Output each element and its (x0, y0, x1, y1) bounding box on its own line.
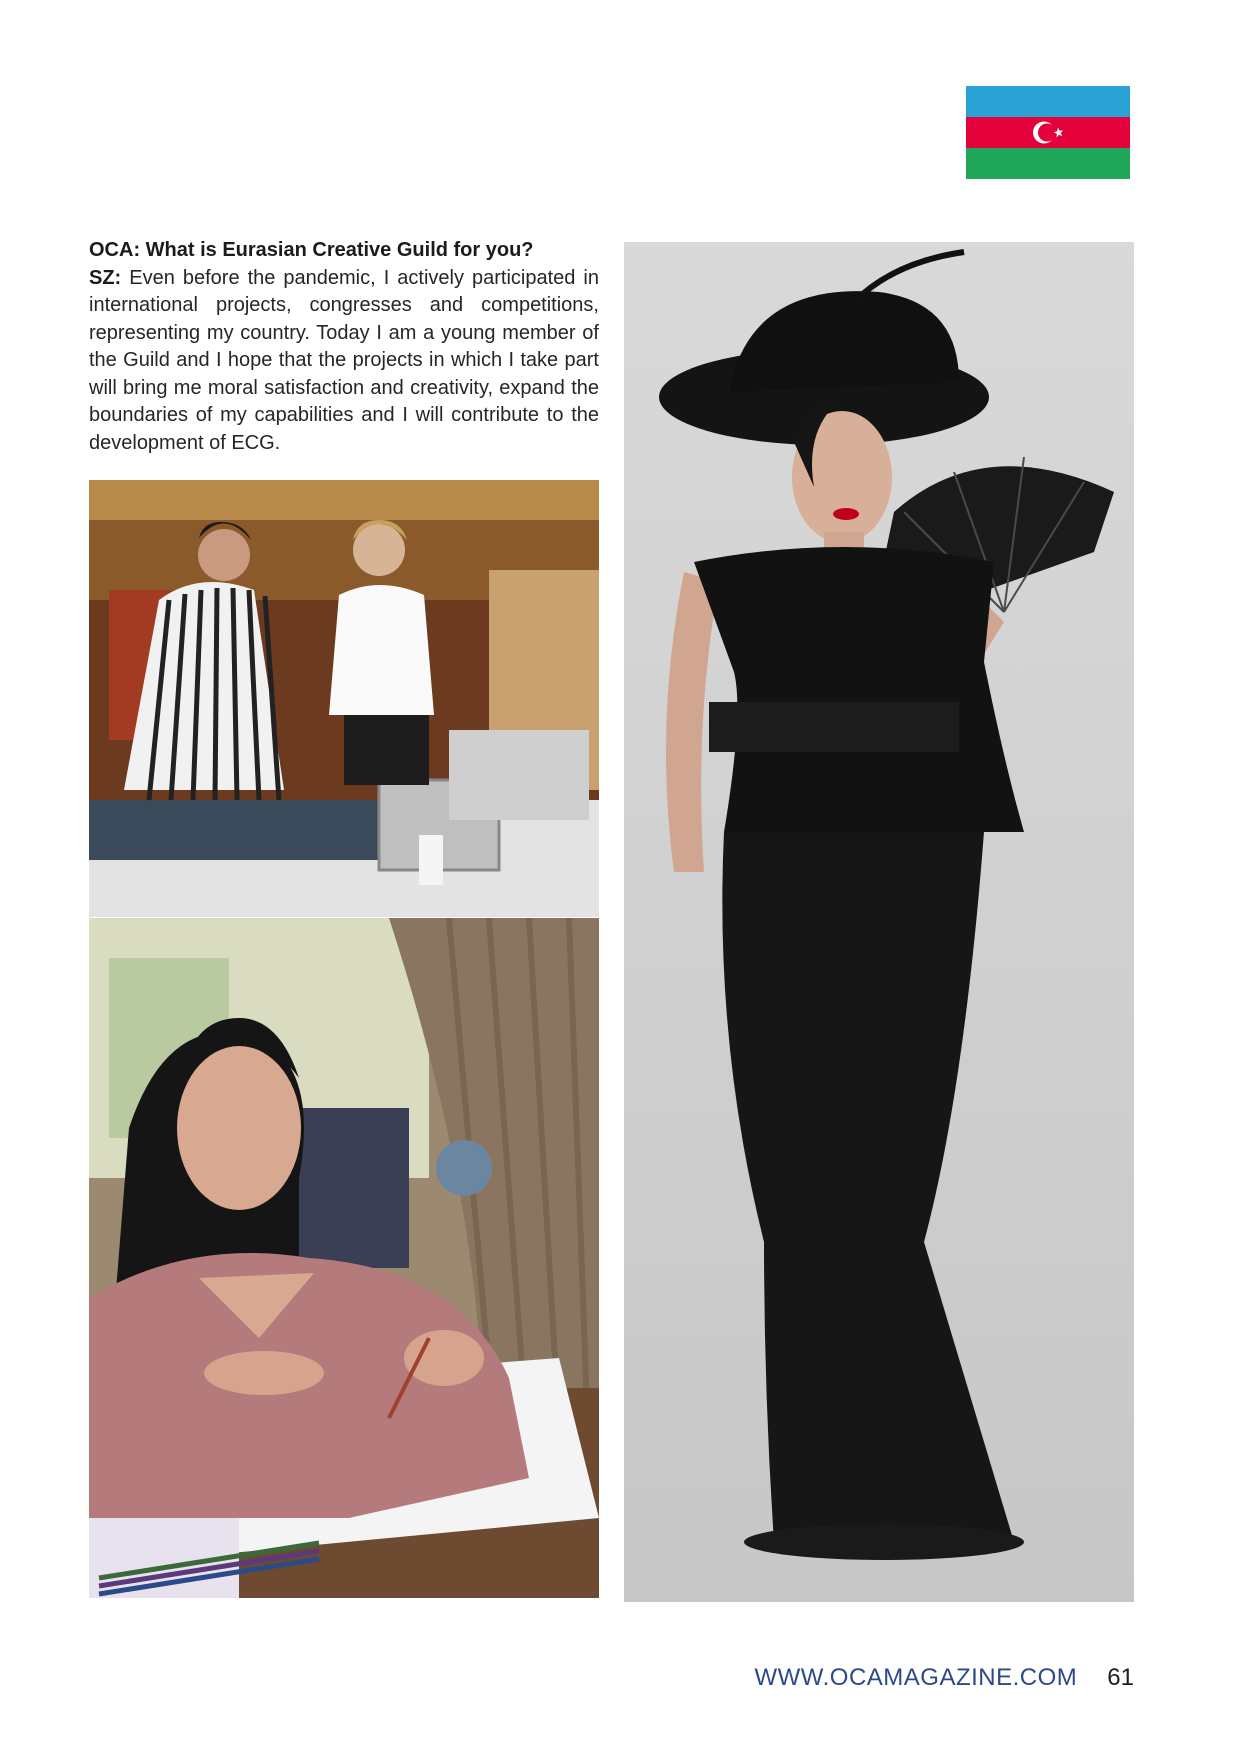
flag-blue-band (966, 86, 1130, 117)
crescent-star-icon (966, 117, 1130, 148)
speaker-label: SZ: (89, 266, 122, 289)
interview-answer (89, 265, 599, 458)
flag-green-band (966, 148, 1130, 179)
portrait-photo (624, 242, 1134, 1602)
website-url[interactable]: WWW.OCAMAGAZINE.COM (754, 1664, 1078, 1691)
page-number: 61 (1107, 1664, 1134, 1691)
flag-red-band (966, 117, 1130, 148)
sketching-photo (89, 918, 599, 1598)
workshop-photo (89, 480, 599, 917)
interview-text (89, 237, 599, 457)
page-footer (754, 1664, 1134, 1692)
interview-question: OCA: What is Eurasian Creative Guild for you? (89, 239, 534, 261)
answer-text: Even before the pandemic, I actively participated in international projects, congresses and competitions, representing my country. Today I am a young member of the Guild and I hope that the projects in which I take part will bring me moral satisfaction and creativity, expand the boundaries of my capabilities and I will contribute to the development of ECG. (89, 266, 599, 454)
azerbaijan-flag-icon (966, 86, 1130, 179)
